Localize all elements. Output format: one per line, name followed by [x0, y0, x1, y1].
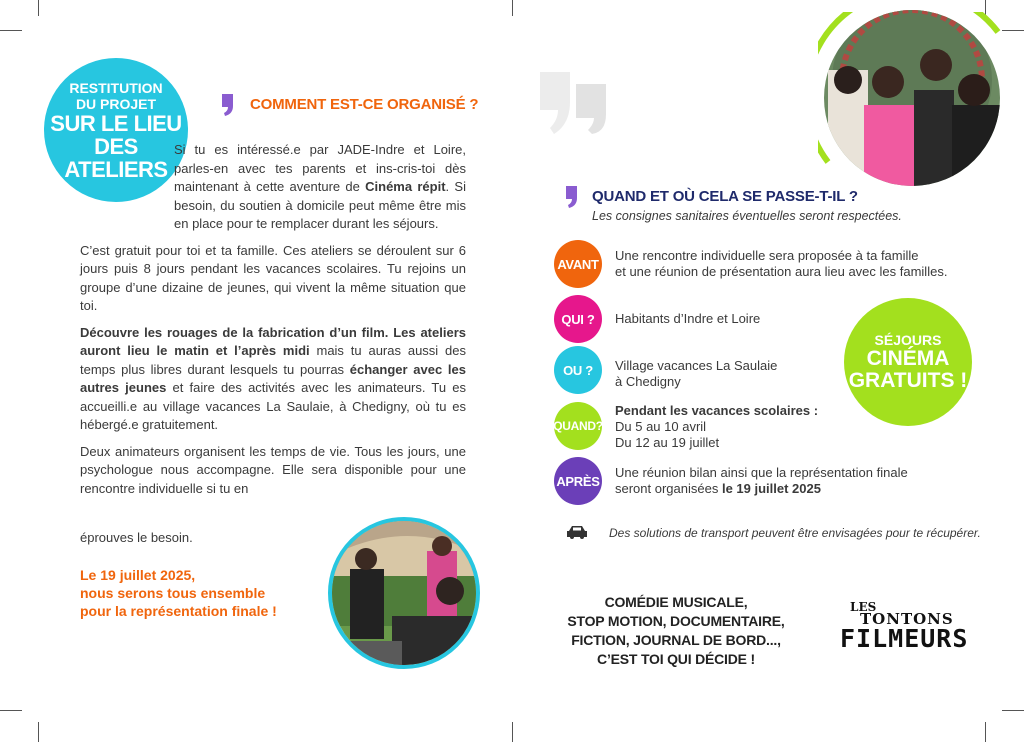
free-cinema-badge [844, 298, 972, 426]
text-bold: Découvre les rouages de la fabrication d’un film. Les ateliers auront lieu le matin et l’après midi [80, 324, 466, 358]
workshop-photo [328, 517, 480, 669]
step-line: Village vacances La Saulaie [615, 358, 778, 373]
step-line: Du 12 au 19 juillet [615, 435, 720, 450]
crop-mark [0, 710, 22, 711]
step-line: Habitants d’Indre et Loire [615, 311, 761, 326]
step-badge-apres: APRÈS [554, 457, 602, 505]
step-badge-avant: AVANT [554, 240, 602, 288]
crop-mark [1002, 710, 1024, 711]
text: Deux animateurs organisent les temps de vie. Tous les jours, une psychologue nous accompagne. Elle sera disponible pour une rencontre individuelle si tu en [80, 443, 466, 496]
youth-group-photo-illustration [824, 10, 1000, 186]
step-line: et une réunion de présentation aura lieu avec les familles. [615, 264, 948, 279]
text: mais tu auras aussi des temps plus libres durant lesquels tu pourras [80, 343, 466, 377]
badge-line: SUR LE LIEU [50, 110, 182, 136]
step-avant-text [615, 248, 947, 280]
paragraph [80, 443, 466, 499]
text: seront organisées [615, 481, 722, 496]
car-icon [566, 524, 588, 540]
step-line: Du 5 au 10 avril [615, 419, 707, 434]
text: et faire des activités avec les animateurs. Tu es accueilli.e au village vacances La Saulaie, à Chedigny, où tu es hébergé.e gratuitement. [80, 380, 466, 432]
sanitary-subheading: Les consignes sanitaires éventuelles seront respectées. [592, 209, 902, 223]
badge-line: DU PROJET [75, 95, 157, 112]
formats-line: STOP MOTION, DOCUMENTAIRE, [567, 613, 785, 629]
crop-mark [985, 722, 986, 742]
paragraph-end: éprouves le besoin. [80, 530, 193, 545]
when-where-heading: QUAND ET OÙ CELA SE PASSE-T-IL ? [592, 188, 858, 205]
step-line: Une réunion bilan ainsi que la représentation finale [615, 465, 908, 480]
step-badge-quand: QUAND? [554, 402, 602, 450]
step-badge-ou: OU ? [554, 346, 602, 394]
transport-note: Des solutions de transport peuvent être envisagées pour te récupérer. [609, 526, 981, 540]
formats-line: FICTION, JOURNAL DE BORD..., [571, 632, 781, 648]
closing-line: nous serons tous ensemble [80, 585, 266, 601]
badge-line: GRATUITS ! [848, 369, 968, 392]
step-line: à Chedigny [615, 374, 681, 389]
closing-line: Le 19 juillet 2025, [80, 567, 196, 583]
crop-mark [0, 30, 22, 31]
logo-text: LES [850, 600, 877, 614]
step-apres-text [615, 465, 908, 497]
step-badge-qui: QUI ? [554, 295, 602, 343]
double-quote-icon [540, 72, 608, 134]
crop-mark [38, 0, 39, 16]
badge-line: CINÉMA [866, 347, 950, 370]
crop-mark [512, 722, 513, 742]
crop-mark [512, 0, 513, 16]
formats-list [556, 593, 796, 669]
formats-line: COMÉDIE MUSICALE, [604, 594, 748, 610]
left-body [80, 141, 466, 498]
crop-mark [38, 722, 39, 742]
paragraph [80, 324, 466, 435]
tontons-filmeurs-logo [812, 600, 972, 660]
step-line: Une rencontre individuelle sera proposée à ta famille [615, 248, 919, 263]
organise-heading: COMMENT EST-CE ORGANISÉ ? [250, 96, 479, 113]
text-bold: le 19 juillet 2025 [721, 481, 821, 496]
badge-line: DES ATELIERS [64, 133, 168, 182]
badge-line: SÉJOURS [874, 332, 942, 348]
badge-line: RESTITUTION [69, 79, 163, 96]
logo-text: FILMEURS [840, 624, 969, 653]
youth-group-photo [824, 10, 1000, 186]
step-qui-text [615, 311, 760, 327]
formats-line: C’EST TOI QUI DÉCIDE ! [597, 651, 755, 667]
workshop-photo-illustration [332, 521, 480, 669]
step-line: Pendant les vacances scolaires : [615, 403, 819, 418]
text: . Si besoin, du soutien à domicile peut même être mis en place pour te remplacer durant les séjours. [174, 179, 466, 231]
paragraph: C’est gratuit pour toi et ta famille. Ces ateliers se déroulent sur 6 jours puis 8 jours pendant les vacances scolaires. Tu rejoins un groupe d’une dizaine de jeunes, qui vivent la même situation que toi. [80, 242, 466, 313]
step-ou-text [615, 358, 777, 390]
logo-text: TONTONS [860, 610, 954, 628]
paragraph [80, 141, 466, 234]
step-line [615, 481, 908, 497]
text: Si tu es intéressé.e par JADE-Indre et Loire, parles-en avec tes parents et ins-cris-toi dès maintenant à cette aventure de [174, 142, 466, 194]
closing-message [80, 566, 277, 620]
quote-mark-icon [222, 94, 233, 116]
quote-mark-icon [566, 186, 577, 208]
text-bold: échanger avec les autres jeunes [80, 361, 466, 395]
closing-line: pour la représentation finale ! [80, 603, 277, 619]
step-quand-text [615, 403, 818, 451]
text-bold: Cinéma répit [365, 179, 446, 194]
